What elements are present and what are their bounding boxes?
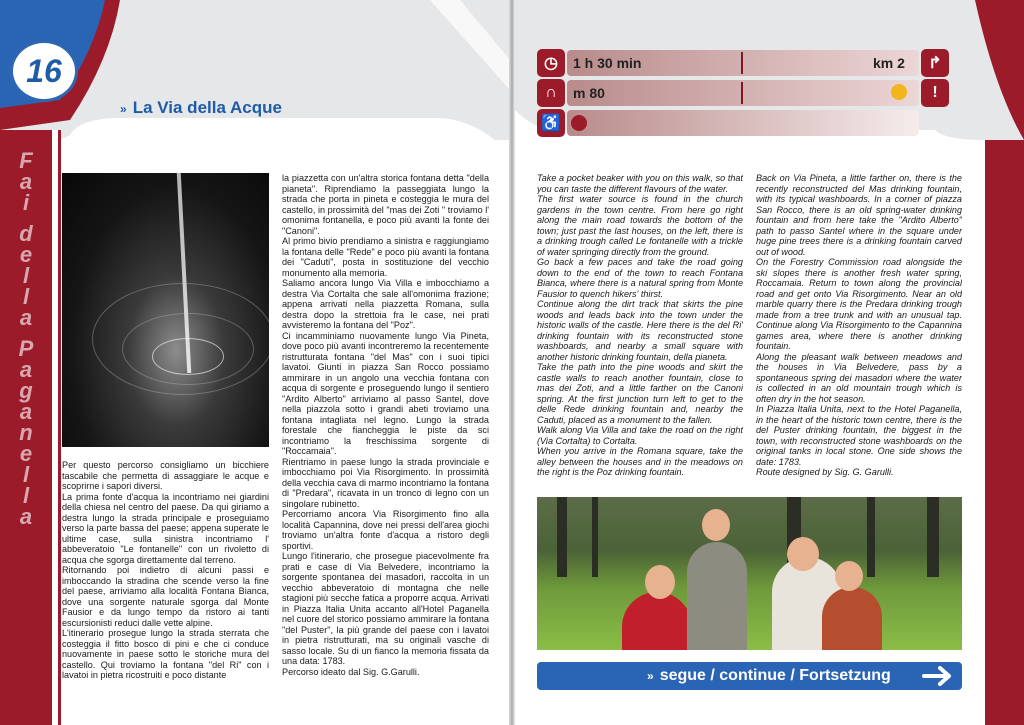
- tree: [927, 497, 939, 577]
- tree: [867, 497, 875, 577]
- vertical-title-letter: n: [19, 420, 33, 445]
- vertical-title: [0, 150, 52, 550]
- vertical-title-letter: a: [19, 504, 33, 529]
- continue-label-text: segue / continue / Fortsetzung: [659, 667, 891, 684]
- route-title-text: La Via della Acque: [132, 98, 282, 117]
- family-hiking-photo: [537, 497, 962, 650]
- person: [822, 587, 882, 650]
- chevron-icon: »: [120, 102, 127, 116]
- elevation-bar: [567, 80, 919, 106]
- vertical-title-letter: a: [19, 169, 33, 194]
- continue-label: » segue / continue / Fortsetzung: [647, 667, 891, 684]
- vertical-title-letter: a: [19, 305, 33, 330]
- vertical-title-letter: g: [19, 378, 33, 403]
- vertical-title-letter: P: [18, 336, 34, 361]
- elevation-value: m 80: [573, 85, 605, 101]
- difficulty-dot-yellow: [891, 84, 907, 100]
- vertical-title-letter: e: [19, 242, 33, 267]
- person-head: [835, 561, 863, 591]
- clock-icon: ◷: [537, 49, 565, 77]
- elevation-arch-icon: ∩: [537, 79, 565, 107]
- vertical-title-letter: l: [22, 483, 30, 508]
- left-red-stripe: [58, 130, 61, 725]
- person-head: [702, 509, 730, 541]
- person-head: [645, 565, 675, 599]
- page-number: 16: [10, 40, 78, 102]
- vertical-title-letter: l: [22, 284, 30, 309]
- tree: [557, 497, 567, 577]
- italian-text-col1: Per questo percorso consigliamo un bicchiere tascabile che permetta di assaggiare le acque e scoprirne i sapori diversi. La prima fonte d'acqua la incontriamo nei giardini della chiesa nel centro del paese. Da qui giriamo a destra lungo la strada principale e proseguiamo verso la parte bassa del paese; appena superate le ultime case, sulla sinistra incontriamo l' abbeveratoio "Le fontanelle" con un rivoletto di acqua che sgorga direttamente dal terreno. Ritornando poi indietro di alcuni passi e imboccando la stradina che scende verso la fine del paese, arriviamo alla località Fontana Bianca, dove una sorgente naturale sgorga dal Monte Fausior e da lungo tempo da ristoro ai tanti escursionisti reduci dalle vette alpine. L'itinerario prosegue lungo la strada sterrata che costeggia il fitto bosco di pini e che ci conduce nuovamente in paese sotto le storiche mura del castello. Qui troviamo la fontana "del Ri" con i lavatoi in pietra ricostruiti e poco distante: [62, 460, 269, 680]
- person: [687, 542, 747, 650]
- divider: [741, 52, 743, 74]
- ripple: [152, 338, 224, 375]
- continue-bar[interactable]: [537, 662, 962, 690]
- right-red-band: [985, 140, 1024, 725]
- person: [622, 592, 692, 650]
- vertical-title-letter: F: [19, 148, 33, 173]
- divider: [741, 82, 743, 104]
- arrow-right-icon: [922, 665, 956, 687]
- route-sign-icon: ↱: [921, 49, 949, 77]
- vertical-title-text: [19, 150, 34, 527]
- vertical-title-letter: a: [19, 357, 33, 382]
- vertical-title-letter: d: [19, 221, 33, 246]
- vertical-title-letter: e: [19, 441, 33, 466]
- person-head: [787, 537, 819, 571]
- route-title: [120, 98, 282, 118]
- warning-icon: !: [921, 79, 949, 107]
- vertical-title-letter: l: [22, 462, 30, 487]
- difficulty-bar: [567, 110, 919, 136]
- time-value: 1 h 30 min: [573, 55, 642, 71]
- route-info-box: [537, 48, 947, 140]
- tree: [592, 497, 598, 577]
- stroller-icon: ♿: [537, 109, 565, 137]
- italian-text-col2: la piazzetta con un'altra storica fontana detta "della pianeta". Riprendiamo la passeggiata lungo la strada che porta in pineta e costeggia le mura del castello, in prossimità del "mas dei Zoti " troviamo l' omonima fontanella, e poco più avanti la fonte dei "Canoni". Al primo bivio prendiamo a sinistra e raggiungiamo la fontana delle "Rede" e poco più avanti la fontana dei "Caduti", posta in sostituzione del vecchio monumento alla memoria. Saliamo ancora lungo Via Villa e imbocchiamo a destra Via Cortalta che sale all'omonima frazione; appena arrivati nella piazzetta Romana, sulla destra dopo la strettoia fra le case, nei prati avvisteremo la fontana del "Poz". Ci incamminiamo nuovamente lungo Via Pineta, dove poco più avanti incontreremo la recentemente ristrutturata fontana "del Mas" con i suoi tipici lavatoi. Giunti in piazza San Rocco possiamo ammirare in un angolo una vecchia fontana con acqua di sorgente e proseguendo lungo il sentiero "Ardito Alberto" arriviamo al passo Santel, dove nella piazzola sotto i grandi abeti troviamo una fontana intagliata nel legno. Lungo la strada forestale che fiancheggia le piste da sci incontriamo la freschissima sorgente di "Roccamaia". Rientriamo in paese lungo la strada provinciale e imbocchiamo poi Via Risorgimento. In prossimità della vecchia cava di marmo incontriamo la fontana di "Predara", ricavata in un tronco di legno con un singolare rubinetto. Percorriamo ancora Via Risorgimento fino alla località Capannina, dove nei pressi dell'area giochi troviamo un'altra fonte d'acqua a ristoro degli sportivi. Lungo l'itinerario, che prosegue piacevolmente fra prati e case di Via Belvedere, incontriamo la sorgente spontanea dei masadori, raccolta in un vecchio abbeveratoio di montagna che nelle stagioni più secche fatica a proporre acqua. Arrivati in Piazza Italia Unita accanto all'Hotel Paganella nel cuore del storico possiamo ammirare la fontana "del Puster", la più grande del paese con i lavatoi in pietra ristrutturati, ma su originali vasche di sasso locale. Su di un fianco la memoria fissata da una data: 1783. Percorso ideato dal Sig. G.Garulli.: [282, 173, 489, 677]
- vertical-title-letter: a: [19, 399, 33, 424]
- english-text-col1: Take a pocket beaker with you on this walk, so that you can taste the different flavours of the water. The first water source is found in the church gardens in the town centre. From here go right along the main road towards the bottom of the town; just past the last houses, on the left, there is a drinking trough called Le fontanelle with a trickle of water springing directly from the ground. Go back a few paces and take the road going down to the end of the town to reach Fontana Bianca, where there is a natural spring from Monte Fausior to quench hikers' thirst. Continue along the dirt track that skirts the pine woods and leads back into the town under the historic walls of the castle. Here there is the del Ri' drinking fountain with its reconstructed stone washboards, and nearby a small square with another historic drinking fountain, della pianeta. Take the path into the pine woods and skirt the castle walls to reach another fountain, close to mas dei Zoti, and a little farther on the Canoni spring. At the first junction turn left to get to the delle Rede drinking fountain and, nearby the Caduti, placed as a monument to the fallen. Walk along Via Villa and take the road on the right (Via Cortalta) to Cortalta. When you arrive in the Romana square, take the alley between the houses and in the meadows on the right is the Poz drinking fountain.: [537, 173, 743, 477]
- vertical-title-letter: l: [22, 263, 30, 288]
- fountain-water-photo: [62, 173, 269, 447]
- english-text-col2: Back on Via Pineta, a little farther on, there is the recently reconstructed del Mas drinking fountain, with its typical washboards. In a corner of piazza San Rocco, there is an old spring-water drinking fountain and from here take the "Ardito Alberto" path to passo Santel where in the square under huge pine trees there is a drinking fountain carved out of wood. On the Forestry Commission road alongside the ski slopes there is another fresh water spring, Roccamaia. Return to town along the provincial road and get onto Via Risorgimento. Near an old marble quarry there is the Predara drinking trough made from a tree trunk and with an unusual tap. Continue along Via Risorgimento to the Capannina games area, where there is another drinking fountain. Along the pleasant walk between meadows and the houses in Via Belvedere, pass by a spontaneous spring dei masadori where the water is collected in an old mountain trough which is often dry in the hot season. In Piazza Italia Unita, next to the Hotel Paganella, in the heart of the historic town centre, there is the del Puster drinking fountain, the biggest in the town, with reconstructed stone washboards on the original tanks in local stone. One side shows the date: 1783. Route designed by Sig. G. Garulli.: [756, 173, 962, 477]
- vertical-title-letter: i: [22, 190, 30, 215]
- distance-value: km 2: [873, 55, 905, 71]
- accessibility-dot-red: [571, 115, 587, 131]
